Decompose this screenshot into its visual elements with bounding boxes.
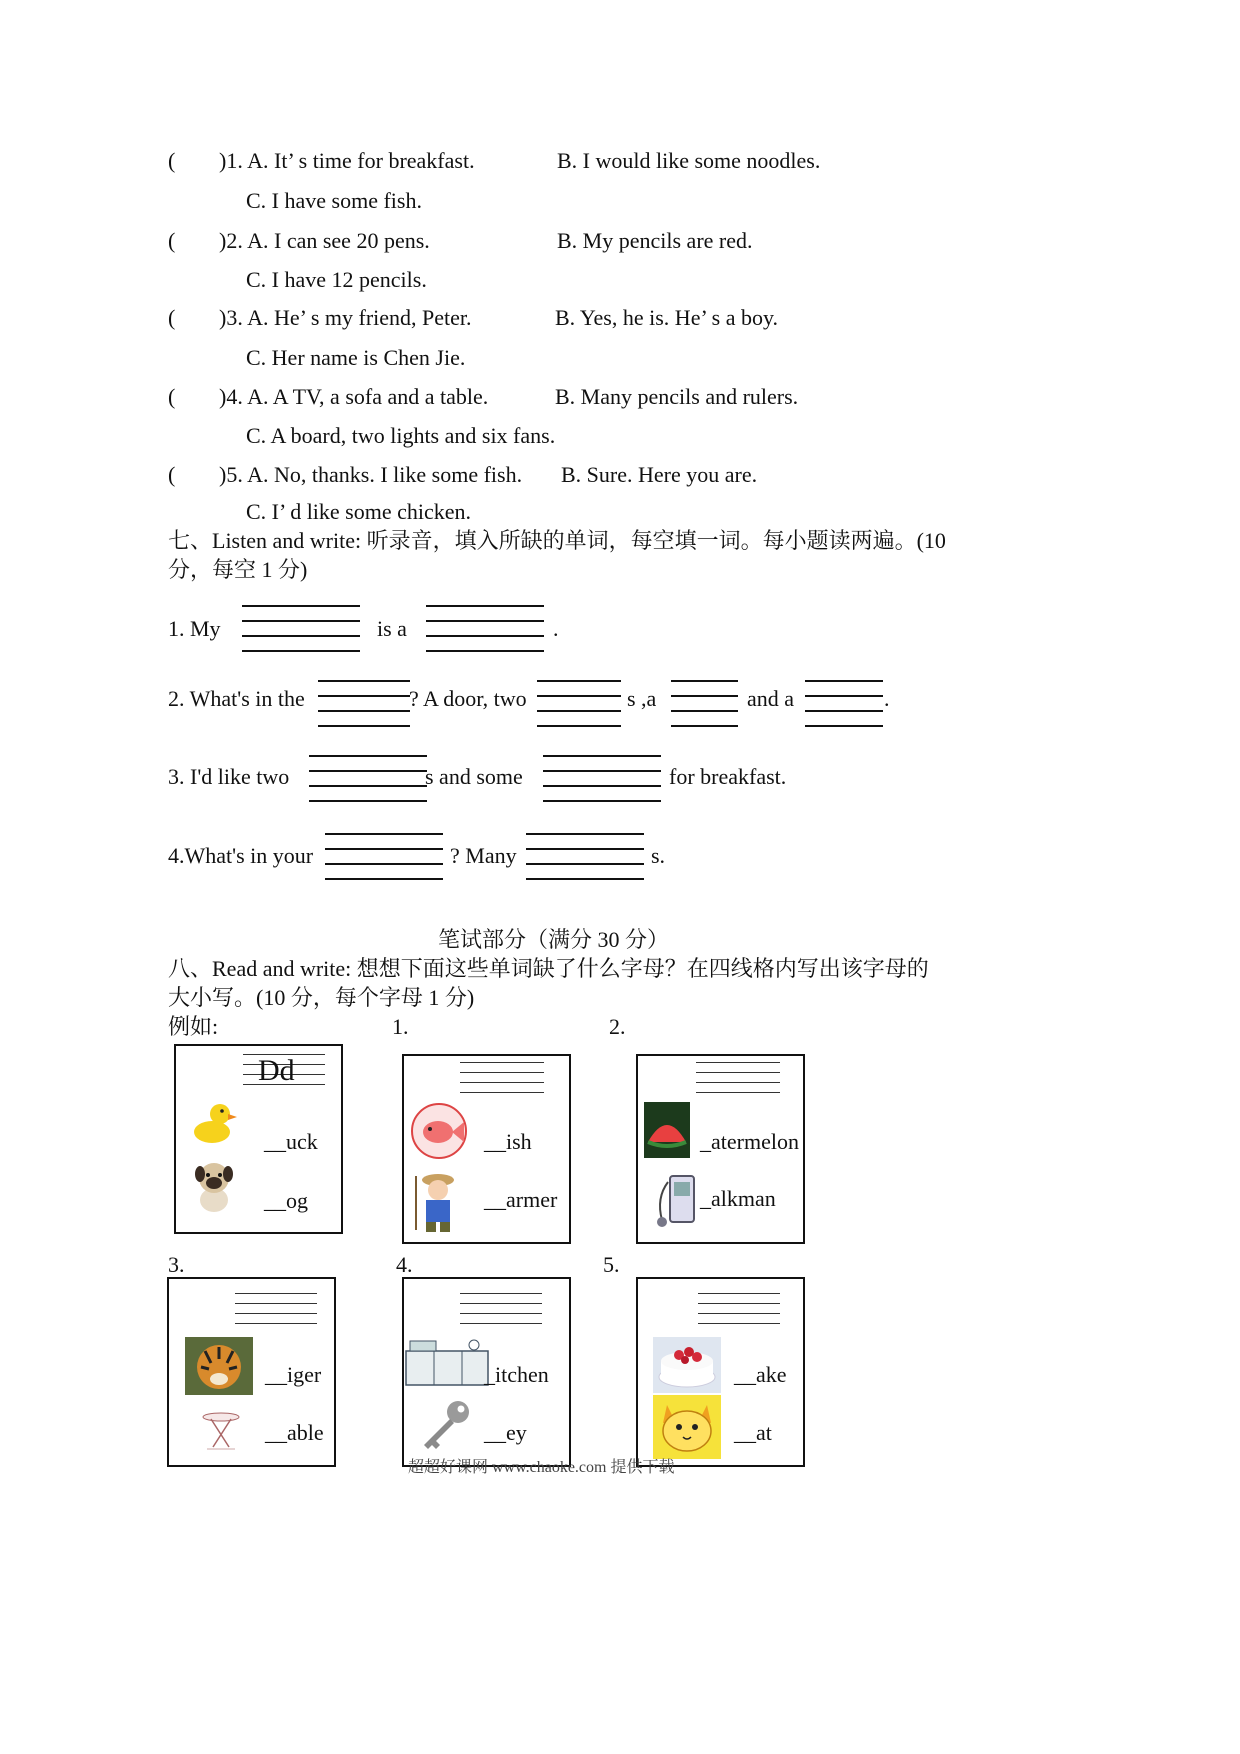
item-number: 2. [609, 1014, 626, 1039]
missing-letter-word: __ey [484, 1420, 527, 1445]
missing-letter-word: _alkman [700, 1186, 776, 1211]
question-option-b: B. Yes, he is. He’ s a boy. [555, 305, 779, 330]
item-number: 3. [168, 1252, 185, 1277]
item-number: 4. [396, 1252, 413, 1277]
four-line-grid[interactable] [460, 1062, 544, 1096]
missing-letter-word: __og [264, 1188, 308, 1213]
question-option-a: )3. A. He’ s my friend, Peter. [219, 305, 472, 330]
blank-four-line[interactable] [318, 680, 410, 728]
sentence-one-text: 1. My [168, 616, 221, 641]
fish-icon [410, 1102, 468, 1160]
missing-letter-word: __armer [484, 1187, 558, 1212]
four-line-grid[interactable] [460, 1293, 542, 1327]
farmer-icon [408, 1168, 468, 1234]
dog-icon [190, 1158, 238, 1214]
four-line-grid[interactable] [698, 1293, 780, 1327]
sentence-three-text: 3. I'd like two [168, 764, 290, 789]
sentence-two-text: s ,a [627, 686, 657, 711]
blank-four-line[interactable] [426, 605, 544, 653]
answer-paren[interactable]: ( [168, 305, 176, 330]
answer-paren[interactable]: ( [168, 384, 176, 409]
blank-four-line[interactable] [543, 755, 661, 803]
section-seven-heading: 七、Listen and write: 听录音，填入所缺的单词，每空填一词。每小题读两遍。(10 [168, 528, 946, 553]
answer-paren[interactable]: ( [168, 462, 176, 487]
sentence-two-text: and a [747, 686, 795, 711]
cake-icon [653, 1337, 721, 1393]
sentence-two-text: ? A door, two [409, 686, 527, 711]
example-letters: Dd [258, 1054, 295, 1087]
blank-four-line[interactable] [671, 680, 738, 728]
watermelon-icon [644, 1102, 690, 1158]
table-icon [199, 1409, 243, 1453]
question-option-c: C. I’ d like some chicken. [246, 499, 472, 524]
blank-four-line[interactable] [325, 833, 443, 881]
sentence-one-end: . [553, 616, 559, 641]
question-option-b: B. My pencils are red. [557, 228, 753, 253]
missing-letter-word: __iger [265, 1362, 322, 1387]
key-icon [418, 1397, 474, 1453]
sentence-four-text: s. [651, 843, 666, 868]
item-number: 5. [603, 1252, 620, 1277]
word-box-1 [402, 1054, 571, 1244]
sentence-one-text: is a [377, 616, 407, 641]
four-line-grid[interactable] [235, 1293, 317, 1327]
missing-letter-word: __able [265, 1420, 324, 1445]
word-box-4 [402, 1277, 571, 1467]
blank-four-line[interactable] [309, 755, 427, 803]
word-box-3 [167, 1277, 336, 1467]
sentence-two-text: 2. What's in the [168, 686, 305, 711]
footer-watermark: 超超好课网 www.chaoke.com 提供下载 [408, 1459, 675, 1476]
question-option-a: )5. A. No, thanks. I like some fish. [219, 462, 523, 487]
kitchen-icon [404, 1337, 490, 1387]
missing-letter-word: _atermelon [700, 1129, 799, 1154]
question-option-c: C. I have some fish. [246, 188, 422, 213]
missing-letter-word: __ish [484, 1129, 532, 1154]
word-box-2 [636, 1054, 805, 1244]
missing-letter-word: __ake [734, 1362, 787, 1387]
written-part-title: 笔试部分（满分 30 分） [438, 927, 670, 952]
section-eight-heading-cont: 大小写。(10 分，每个字母 1 分) [168, 985, 475, 1010]
answer-paren[interactable]: ( [168, 228, 176, 253]
cat-icon [653, 1395, 721, 1459]
question-option-a: )2. A. I can see 20 pens. [219, 228, 430, 253]
tiger-icon [185, 1337, 253, 1395]
question-option-a: )4. A. A TV, a sofa and a table. [219, 384, 489, 409]
blank-four-line[interactable] [526, 833, 644, 881]
example-box [174, 1044, 343, 1234]
missing-letter-word: __at [734, 1420, 772, 1445]
sentence-four-text: ? Many [450, 843, 517, 868]
section-seven-heading-cont: 分，每空 1 分) [168, 557, 308, 582]
duck-icon [190, 1098, 238, 1146]
question-option-c: C. I have 12 pencils. [246, 267, 427, 292]
blank-four-line[interactable] [242, 605, 360, 653]
question-option-a: )1. A. It’ s time for breakfast. [219, 148, 475, 173]
sentence-four-text: 4.What's in your [168, 843, 314, 868]
question-option-b: B. Sure. Here you are. [561, 462, 758, 487]
blank-four-line[interactable] [537, 680, 621, 728]
answer-paren[interactable]: ( [168, 148, 176, 173]
example-label: 例如: [168, 1014, 219, 1039]
item-number: 1. [392, 1014, 409, 1039]
sentence-three-text: for breakfast. [669, 764, 787, 789]
question-option-c: C. A board, two lights and six fans. [246, 423, 556, 448]
question-option-b: B. I would like some noodles. [557, 148, 821, 173]
walkman-icon [654, 1168, 698, 1230]
blank-four-line[interactable] [805, 680, 883, 728]
four-line-grid[interactable] [696, 1062, 780, 1096]
sentence-two-end: . [884, 686, 890, 711]
missing-letter-word: _itchen [484, 1362, 549, 1387]
word-box-5 [636, 1277, 805, 1467]
sentence-three-text: s and some [425, 764, 523, 789]
section-eight-heading: 八、Read and write: 想想下面这些单词缺了什么字母？在四线格内写出该字母的 [168, 956, 929, 981]
question-option-c: C. Her name is Chen Jie. [246, 345, 466, 370]
question-option-b: B. Many pencils and rulers. [555, 384, 799, 409]
missing-letter-word: __uck [264, 1129, 318, 1154]
